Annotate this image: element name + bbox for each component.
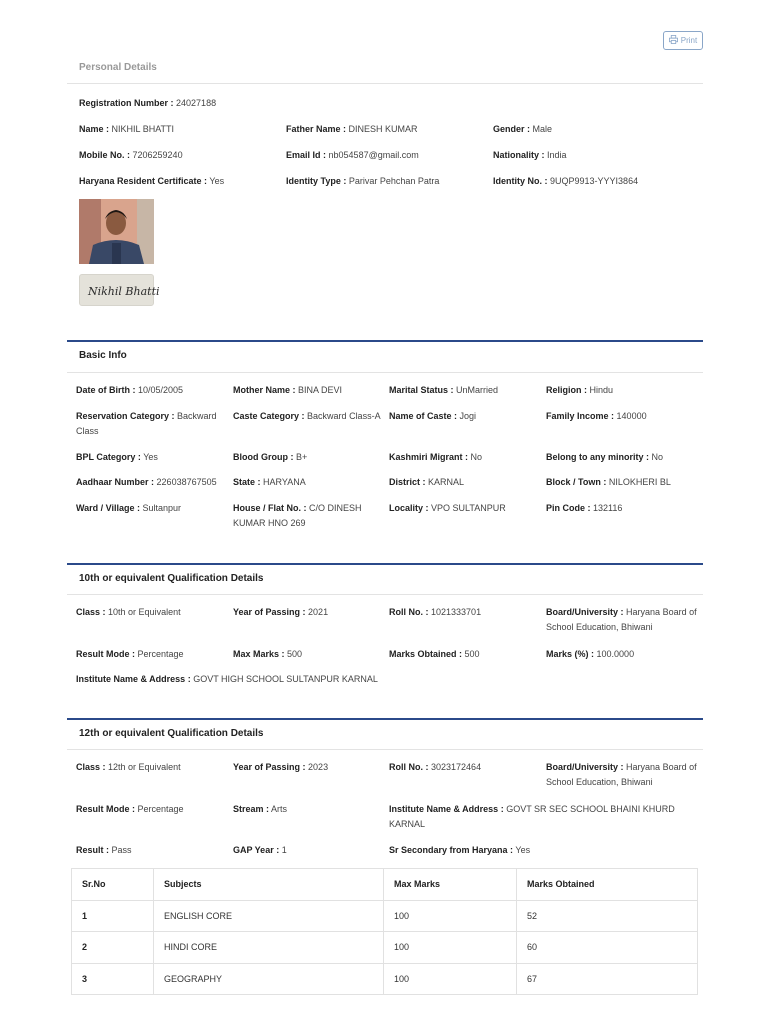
kashmiri-migrant-field: Kashmiri Migrant : No — [389, 452, 483, 462]
table-cell: 100 — [384, 963, 517, 995]
svg-text:Nikhil Bhatti: Nikhil Bhatti — [87, 285, 160, 298]
twelfth-details-title: 12th or equivalent Qualification Details — [79, 728, 264, 739]
table-cell: 60 — [517, 932, 698, 964]
dob-field: Date of Birth : 10/05/2005 — [76, 385, 184, 395]
twelfth-class-field: Class : 12th or Equivalent — [76, 762, 181, 772]
family-income-field: Family Income : 140000 — [546, 411, 647, 421]
mobile-field: Mobile No. : 7206259240 — [79, 150, 183, 160]
caste-category-field: Caste Category : Backward Class-A — [233, 411, 381, 421]
identity-no-field: Identity No. : 9UQP9913-YYYI3864 — [493, 176, 639, 186]
tenth-max-marks-field: Max Marks : 500 — [233, 649, 303, 659]
caste-name-field: Name of Caste : Jogi — [389, 411, 477, 421]
twelfth-sr-secondary-field: Sr Secondary from Haryana : Yes — [389, 845, 531, 855]
house-flat-field: House / Flat No. : C/O DINESH KUMAR HNO 269 — [233, 503, 362, 528]
nationality-field: Nationality : India — [493, 150, 567, 160]
table-cell: ENGLISH CORE — [154, 900, 384, 932]
divider — [67, 594, 703, 595]
table-cell: 100 — [384, 932, 517, 964]
table-cell: 52 — [517, 900, 698, 932]
haryana-resident-field: Haryana Resident Certificate : Yes — [79, 176, 225, 186]
table-row — [72, 900, 698, 932]
district-field: District : KARNAL — [389, 477, 465, 487]
column-header: Max Marks — [384, 869, 517, 901]
personal-details-title: Personal Details — [79, 62, 157, 73]
tenth-roll-field: Roll No. : 1021333701 — [389, 607, 482, 617]
father-name-field: Father Name : DINESH KUMAR — [286, 124, 418, 134]
table-cell: GEOGRAPHY — [154, 963, 384, 995]
section-top-border — [67, 340, 703, 342]
divider — [67, 749, 703, 750]
identity-type-field: Identity Type : Parivar Pehchan Patra — [286, 176, 440, 186]
column-header: Sr.No — [72, 869, 154, 901]
twelfth-roll-field: Roll No. : 3023172464 — [389, 762, 482, 772]
applicant-photo — [79, 199, 154, 264]
printer-icon — [669, 35, 678, 46]
twelfth-institute-field: Institute Name & Address : GOVT SR SEC SCHOOL BHAINI KHURD KARNAL — [389, 804, 675, 829]
table-header-row — [72, 869, 698, 901]
table-cell: HINDI CORE — [154, 932, 384, 964]
blood-group-field: Blood Group : B+ — [233, 452, 308, 462]
tenth-institute-field: Institute Name & Address : GOVT HIGH SCHOOL SULTANPUR KARNAL — [76, 674, 378, 684]
table-row — [72, 932, 698, 964]
column-header: Subjects — [154, 869, 384, 901]
twelfth-gap-year-field: GAP Year : 1 — [233, 845, 287, 855]
table-row — [72, 963, 698, 995]
tenth-marks-obtained-field: Marks Obtained : 500 — [389, 649, 480, 659]
email-field: Email Id : nb054587@gmail.com — [286, 150, 419, 160]
mother-name-field: Mother Name : BINA DEVI — [233, 385, 343, 395]
tenth-details-title: 10th or equivalent Qualification Details — [79, 573, 264, 584]
locality-field: Locality : VPO SULTANPUR — [389, 503, 506, 513]
table-cell: 100 — [384, 900, 517, 932]
tenth-board-field: Board/University : Haryana Board of School Education, Bhiwani — [546, 607, 697, 632]
divider — [67, 83, 703, 84]
applicant-signature — [79, 274, 160, 306]
table-cell: 3 — [72, 963, 154, 995]
twelfth-board-field: Board/University : Haryana Board of School Education, Bhiwani — [546, 762, 697, 787]
gender-field: Gender : Male — [493, 124, 553, 134]
section-top-border — [67, 718, 703, 720]
pin-code-field: Pin Code : 132116 — [546, 503, 623, 513]
table-cell: 2 — [72, 932, 154, 964]
name-field: Name : NIKHIL BHATTI — [79, 124, 175, 134]
religion-field: Religion : Hindu — [546, 385, 614, 395]
tenth-class-field: Class : 10th or Equivalent — [76, 607, 181, 617]
divider — [67, 372, 703, 373]
twelfth-result-field: Result : Pass — [76, 845, 132, 855]
registration-number: Registration Number : 24027188 — [79, 98, 217, 108]
table-cell: 1 — [72, 900, 154, 932]
tenth-year-field: Year of Passing : 2021 — [233, 607, 329, 617]
reservation-category-field: Reservation Category : Backward Class — [76, 411, 217, 436]
block-town-field: Block / Town : NILOKHERI BL — [546, 477, 671, 487]
subject-marks-table — [71, 868, 698, 995]
twelfth-stream-field: Stream : Arts — [233, 804, 288, 814]
marital-status-field: Marital Status : UnMarried — [389, 385, 499, 395]
basic-info-title: Basic Info — [79, 350, 127, 361]
section-top-border — [67, 563, 703, 565]
print-button[interactable] — [663, 31, 703, 50]
twelfth-result-mode-field: Result Mode : Percentage — [76, 804, 184, 814]
minority-field: Belong to any minority : No — [546, 452, 664, 462]
print-label: Print — [680, 36, 698, 45]
ward-village-field: Ward / Village : Sultanpur — [76, 503, 182, 513]
bpl-category-field: BPL Category : Yes — [76, 452, 158, 462]
column-header: Marks Obtained — [517, 869, 698, 901]
tenth-percentage-field: Marks (%) : 100.0000 — [546, 649, 635, 659]
state-field: State : HARYANA — [233, 477, 306, 487]
table-cell: 67 — [517, 963, 698, 995]
tenth-result-mode-field: Result Mode : Percentage — [76, 649, 184, 659]
aadhaar-field: Aadhaar Number : 226038767505 — [76, 477, 217, 487]
twelfth-year-field: Year of Passing : 2023 — [233, 762, 329, 772]
